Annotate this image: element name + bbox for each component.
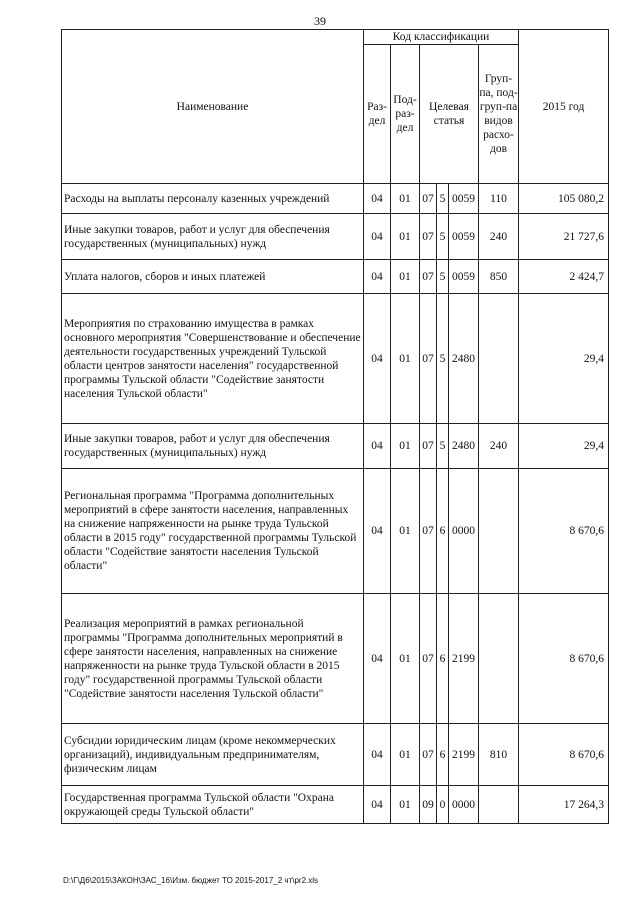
row-cs-direction: 2199 xyxy=(449,724,479,786)
header-target-article: Целевая статья xyxy=(420,45,479,184)
table-row xyxy=(62,424,609,469)
row-cs-direction: 0059 xyxy=(449,260,479,294)
row-name: Расходы на выплаты персоналу казенных учреждений xyxy=(62,184,364,214)
row-cs-program: 07 xyxy=(420,724,437,786)
row-sum: 8 670,6 xyxy=(519,594,609,724)
table-row xyxy=(62,260,609,294)
row-razdel: 04 xyxy=(364,469,391,594)
row-sum: 29,4 xyxy=(519,424,609,469)
row-razdel: 04 xyxy=(364,184,391,214)
table-row xyxy=(62,786,609,824)
header-razdel: Раз-дел xyxy=(364,45,391,184)
row-cs-subprogram: 6 xyxy=(437,724,449,786)
table-row xyxy=(62,594,609,724)
row-razdel: 04 xyxy=(364,214,391,260)
row-expense-group: 850 xyxy=(479,260,519,294)
header-name: Наименование xyxy=(62,30,364,184)
row-podrazdel: 01 xyxy=(391,594,420,724)
file-path-footer: D:\Г\Д6\2015\ЗАКОН\ЗАС_16\Изм. бюджет ТО 2015-2017_2 чт\pr2.xls xyxy=(63,876,319,885)
row-expense-group xyxy=(479,294,519,424)
row-cs-subprogram: 0 xyxy=(437,786,449,824)
row-cs-direction: 2199 xyxy=(449,594,479,724)
row-podrazdel: 01 xyxy=(391,724,420,786)
row-sum: 29,4 xyxy=(519,294,609,424)
row-cs-program: 07 xyxy=(420,214,437,260)
header-expense-group: Груп-па, под-груп-па видов расхо-дов xyxy=(479,45,519,184)
row-razdel: 04 xyxy=(364,724,391,786)
row-sum: 8 670,6 xyxy=(519,724,609,786)
table-row xyxy=(62,214,609,260)
row-sum: 17 264,3 xyxy=(519,786,609,824)
row-name: Мероприятия по страхованию имущества в рамках основного мероприятия "Совершенствование и обеспечение деятельности государственных учреждений Тульской области центров занятости населения" государственной программы Тульской области "Содействие занятости населения Тульской области" xyxy=(62,294,364,424)
table-row xyxy=(62,294,609,424)
row-name: Субсидии юридическим лицам (кроме некоммерческих организаций), индивидуальным предпринимателям, физическим лицам xyxy=(62,724,364,786)
header-year: 2015 год xyxy=(519,30,609,184)
row-cs-program: 07 xyxy=(420,594,437,724)
row-expense-group xyxy=(479,469,519,594)
budget-table xyxy=(61,29,609,824)
row-razdel: 04 xyxy=(364,294,391,424)
row-expense-group: 810 xyxy=(479,724,519,786)
row-podrazdel: 01 xyxy=(391,469,420,594)
row-cs-direction: 0000 xyxy=(449,469,479,594)
row-sum: 105 080,2 xyxy=(519,184,609,214)
table-row xyxy=(62,724,609,786)
row-cs-direction: 0000 xyxy=(449,786,479,824)
row-name: Реализация мероприятий в рамках региональной программы "Программа дополнительных мероприятий в сфере занятости населения, направленных на снижение напряженности на рынке труда Тульской области в 2015 году" государственной программы Тульской области "Содействие занятости населения Тульской области" xyxy=(62,594,364,724)
row-name: Уплата налогов, сборов и иных платежей xyxy=(62,260,364,294)
row-sum: 21 727,6 xyxy=(519,214,609,260)
row-cs-subprogram: 5 xyxy=(437,184,449,214)
row-cs-program: 07 xyxy=(420,424,437,469)
row-cs-subprogram: 6 xyxy=(437,469,449,594)
row-cs-subprogram: 5 xyxy=(437,424,449,469)
row-podrazdel: 01 xyxy=(391,260,420,294)
row-cs-direction: 2480 xyxy=(449,424,479,469)
row-razdel: 04 xyxy=(364,594,391,724)
row-cs-program: 07 xyxy=(420,294,437,424)
row-podrazdel: 01 xyxy=(391,214,420,260)
row-cs-program: 07 xyxy=(420,260,437,294)
table-row xyxy=(62,469,609,594)
row-cs-program: 07 xyxy=(420,184,437,214)
row-expense-group: 110 xyxy=(479,184,519,214)
header-classification: Код классификации xyxy=(364,30,519,45)
row-podrazdel: 01 xyxy=(391,294,420,424)
row-cs-subprogram: 5 xyxy=(437,294,449,424)
row-name: Государственная программа Тульской области "Охрана окружающей среды Тульской области" xyxy=(62,786,364,824)
row-cs-direction: 0059 xyxy=(449,184,479,214)
row-expense-group xyxy=(479,594,519,724)
row-cs-subprogram: 5 xyxy=(437,214,449,260)
row-podrazdel: 01 xyxy=(391,786,420,824)
row-name: Иные закупки товаров, работ и услуг для обеспечения государственных (муниципальных) нужд xyxy=(62,214,364,260)
row-podrazdel: 01 xyxy=(391,184,420,214)
row-expense-group xyxy=(479,786,519,824)
row-sum: 8 670,6 xyxy=(519,469,609,594)
row-cs-program: 09 xyxy=(420,786,437,824)
row-cs-subprogram: 6 xyxy=(437,594,449,724)
page-number: 39 xyxy=(314,14,326,28)
row-cs-program: 07 xyxy=(420,469,437,594)
row-razdel: 04 xyxy=(364,424,391,469)
row-sum: 2 424,7 xyxy=(519,260,609,294)
row-name: Региональная программа "Программа дополнительных мероприятий в сфере занятости населения, направленных на снижение напряженности на рынке труда Тульской области в 2015 году" государственной программы Тульской области "Содействие занятости населения Тульской области" xyxy=(62,469,364,594)
row-podrazdel: 01 xyxy=(391,424,420,469)
row-razdel: 04 xyxy=(364,786,391,824)
row-cs-direction: 2480 xyxy=(449,294,479,424)
row-expense-group: 240 xyxy=(479,214,519,260)
row-expense-group: 240 xyxy=(479,424,519,469)
table-row xyxy=(62,184,609,214)
row-cs-subprogram: 5 xyxy=(437,260,449,294)
row-name: Иные закупки товаров, работ и услуг для обеспечения государственных (муниципальных) нужд xyxy=(62,424,364,469)
header-podrazdel: Под-раз-дел xyxy=(391,45,420,184)
row-cs-direction: 0059 xyxy=(449,214,479,260)
row-razdel: 04 xyxy=(364,260,391,294)
